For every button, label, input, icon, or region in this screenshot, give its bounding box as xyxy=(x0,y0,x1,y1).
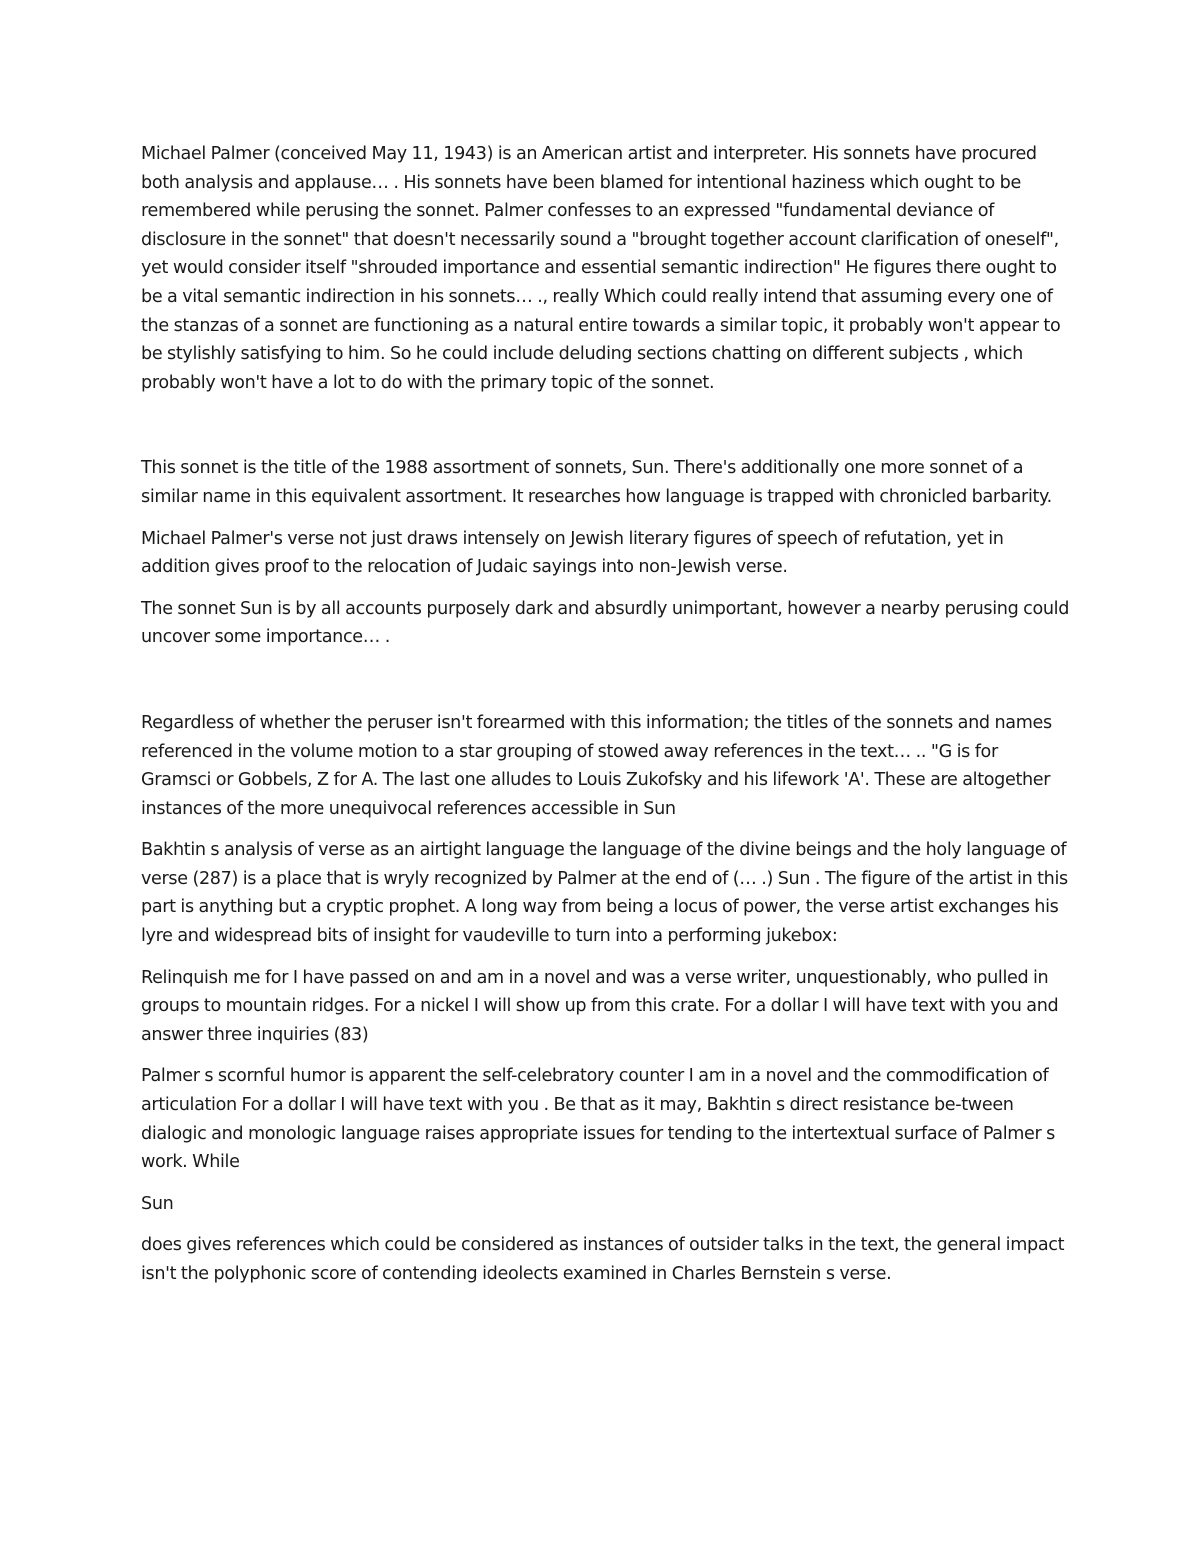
paragraph-sun-title: This sonnet is the title of the 1988 assortment of sonnets, Sun. There's additionally one more sonnet of a similar name in this equivalent assortment. It researches how language is trapped with chronicled barbarity. xyxy=(141,458,1052,507)
paragraph-dark-unimportant: The sonnet Sun is by all accounts purposely dark and absurdly unimportant, however a nearby perusing could uncover some importance… . xyxy=(141,598,1070,648)
paragraph-quote: Relinquish me for I have passed on and am in a novel and was a verse writer, unquestionably, who pulled in groups to mountain ridges. For a nickel I will show up from this crate. For a dollar I will have text with you and answer three inquiries (83) xyxy=(141,967,1059,1045)
paragraph-jewish-figures: Michael Palmer's verse not just draws intensely on Jewish literary figures of speech of refutation, yet in addition gives proof to the relocation of Judaic sayings into non-Jewish verse. xyxy=(141,528,1004,578)
paragraph-scornful-humor: Palmer s scornful humor is apparent the self-celebratory counter I am in a novel and the commodification of articulation For a dollar I will have text with you . Be that as it may, Bakhtin s direct resistance be-tween dialogic and monologic language raises appropriate issues for tending to the intertextual surface of Palmer s work. While xyxy=(141,1066,1055,1173)
paragraph-intro: Michael Palmer (conceived May 11, 1943) is an American artist and interpreter. His sonnets have procured both analysis and applause… . His sonnets have been blamed for intentional haziness which ought to be remembered while perusing the sonnet. Palmer confesses to an expressed "fundamental deviance of disclosure in the sonnet" that doesn't necessarily sound a "brought together account clarification of oneself", yet would consider itself "shrouded importance and essential semantic indirection" He figures there ought to be a vital semantic indirection in his sonnets… ., really Which could really intend that assuming every one of the stanzas of a sonnet are functioning as a natural entire towards a similar topic, it probably won't appear to be stylishly satisfying to him. So he could include deluding sections chatting on different subjects , which probably won't have a lot to do with the primary topic of the sonnet. xyxy=(141,144,1061,393)
paragraph-bakhtin: Bakhtin s analysis of verse as an airtight language the language of the divine beings and the holy language of verse (287) is a place that is wryly recognized by Palmer at the end of (… .) Sun . The figure of the artist in this part is anything but a cryptic prophet. A long way from being a locus of power, the verse artist exchanges his lyre and widespread bits of insight for vaudeville to turn into a performing jukebox: xyxy=(141,840,1068,947)
paragraph-sun: Sun xyxy=(141,1193,174,1214)
document-page xyxy=(141,140,1071,1289)
paragraph-references: Regardless of whether the peruser isn't forearmed with this information; the titles of the sonnets and names referenced in the volume motion to a star grouping of stowed away references in the text… .. "G is for Gramsci or Gobbels, Z for A. The last one alludes to Louis Zukofsky and his lifework 'A'. These are altogether instances of the more unequivocal references accessible in Sun xyxy=(141,712,1052,819)
paragraph-closing: does gives references which could be considered as instances of outsider talks in the text, the general impact isn't the polyphonic score of contending ideolects examined in Charles Bernstein s verse. xyxy=(141,1235,1065,1284)
